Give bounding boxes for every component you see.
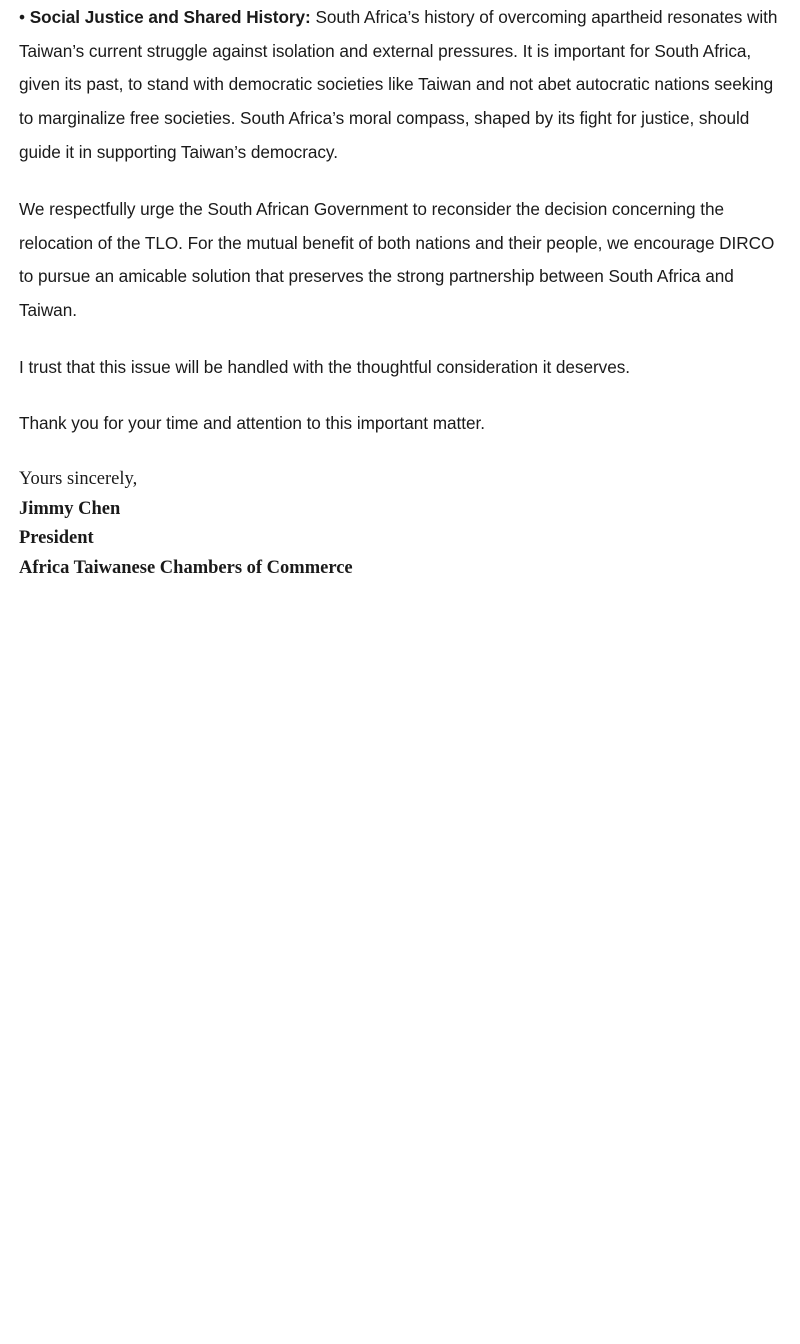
bullet-marker: • bbox=[19, 7, 25, 27]
bullet-text: South Africa’s history of overcoming apartheid resonates with Taiwan’s current struggle against isolation and external pressures. It is important for South Africa, given its past, to stand with democratic societies like Taiwan and not abet autocratic nations seeking to marginalize free societies. South Africa’s moral compass, shaped by its fight for justice, should guide it in supporting Taiwan’s democracy. bbox=[19, 7, 778, 162]
urge-paragraph: We respectfully urge the South African Government to reconsider the decision concerning the relocation of the TLO. For the mutual benefit of both nations and their people, we encourage DIRCO to pursue an amicable solution that preserves the strong partnership between South Africa and Taiwan. bbox=[19, 199, 775, 321]
thanks-paragraph: Thank you for your time and attention to this important matter. bbox=[19, 413, 485, 433]
signer-name: Jimmy Chen bbox=[19, 498, 121, 519]
closing-line: Yours sincerely, bbox=[19, 469, 138, 489]
trust-paragraph: I trust that this issue will be handled with the thoughtful consideration it deserves. bbox=[19, 357, 630, 377]
signature-block bbox=[19, 465, 353, 583]
organization-name: Africa Taiwanese Chambers of Commerce bbox=[19, 557, 353, 578]
bullet-heading: Social Justice and Shared History: bbox=[29, 7, 311, 27]
bullet-paragraph-social-justice bbox=[19, 1, 781, 170]
signer-title: President bbox=[19, 528, 94, 548]
